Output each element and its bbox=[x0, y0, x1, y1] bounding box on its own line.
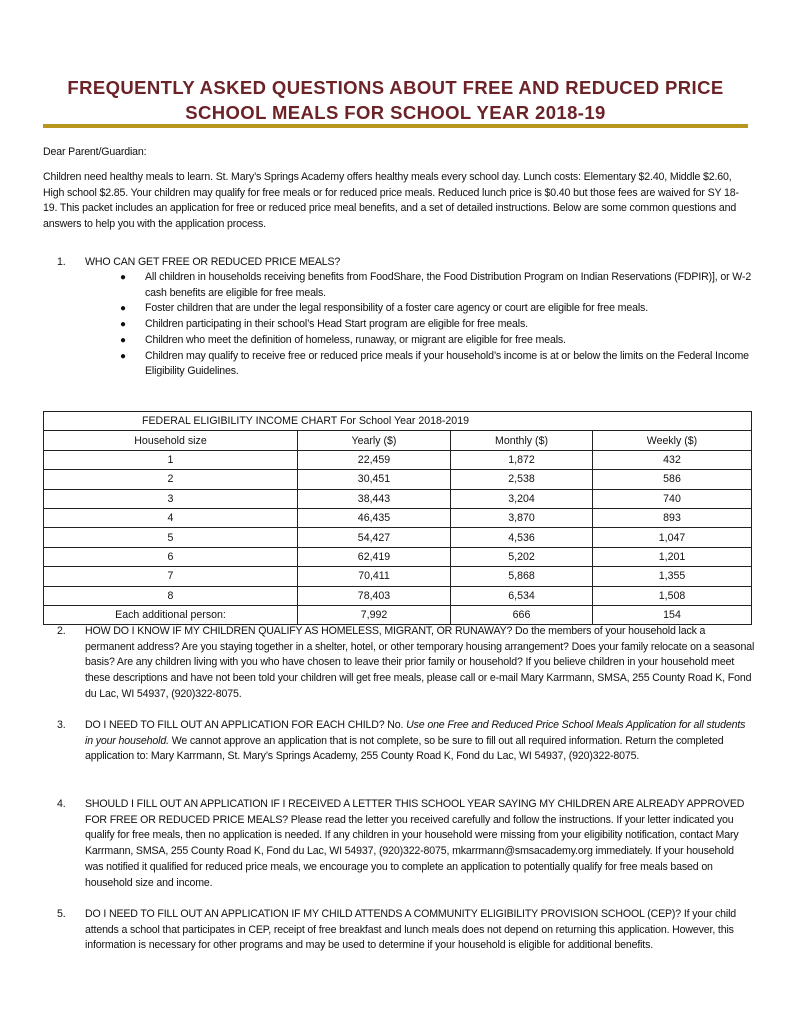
intro-paragraph: Children need healthy meals to learn. St. Mary’s Springs Academy offers healthy meals every school day. Lunch costs: Elementary $2.40, Middle $2.60, High school $2.85. Your children may qualify for free meals or for reduced price meals. Reduced lunch price is $0.40 but those fees are waived for SY 18-19. This packet includes an application for free or reduced price meal benefits, and a set of detailed instructions. Below are some common questions and answers to help you with the application process. bbox=[43, 171, 739, 231]
title-line-2: SCHOOL MEALS FOR SCHOOL YEAR 2018-19 bbox=[185, 102, 606, 123]
table-cell: 54,427 bbox=[298, 528, 451, 547]
list-item: ● Foster children that are under the legal responsibility of a foster care agency or court are eligible for free meals. bbox=[120, 301, 760, 317]
column-header: Yearly ($) bbox=[298, 431, 451, 450]
question-number: 4. bbox=[57, 798, 66, 810]
table-cell: 62,419 bbox=[298, 547, 451, 566]
list-item: ● All children in households receiving benefits from FoodShare, the Food Distribution Program on Indian Reservations (FDPIR)], or W-2 cash benefits are eligible for free meals. bbox=[120, 271, 752, 299]
table-cell: 3 bbox=[44, 489, 298, 508]
column-header: Weekly ($) bbox=[593, 431, 752, 450]
table-row bbox=[44, 489, 752, 508]
eligibility-bullet-list bbox=[120, 270, 760, 380]
question-text: SHOULD I FILL OUT AN APPLICATION IF I RECEIVED A LETTER THIS SCHOOL YEAR SAYING MY CHILDREN ARE ALREADY APPROVED FOR FREE OR REDUCED PRICE MEALS? bbox=[85, 798, 745, 826]
table-cell: 1,047 bbox=[593, 528, 752, 547]
table-cell: 6 bbox=[44, 547, 298, 566]
faq-question-5 bbox=[43, 907, 755, 954]
table-cell: 7 bbox=[44, 567, 298, 586]
list-item: ● Children may qualify to receive free or reduced price meals if your household’s income is at or below the limits on the Federal Income Eligibility Guidelines. bbox=[120, 349, 749, 378]
question-text: DO I NEED TO FILL OUT AN APPLICATION IF MY CHILD ATTENDS A COMMUNITY ELIGIBILITY PROVISION SCHOOL (CEP)? bbox=[85, 908, 682, 920]
table-row bbox=[44, 605, 752, 624]
question-text: HOW DO I KNOW IF MY CHILDREN QUALIFY AS HOMELESS, MIGRANT, OR RUNAWAY? bbox=[85, 625, 513, 637]
faq-question-3 bbox=[43, 718, 755, 765]
table-row bbox=[44, 586, 752, 605]
table-cell: 46,435 bbox=[298, 508, 451, 527]
table-cell: 1,508 bbox=[593, 586, 752, 605]
table-cell: 30,451 bbox=[298, 470, 451, 489]
list-item: ● Children who meet the definition of homeless, runaway, or migrant are eligible for free meals. bbox=[120, 333, 760, 349]
table-cell: 154 bbox=[593, 605, 752, 624]
bullet-icon: ● bbox=[120, 319, 126, 331]
title-divider bbox=[43, 124, 748, 128]
bullet-icon: ● bbox=[120, 334, 126, 346]
bullet-icon: ● bbox=[120, 350, 126, 362]
table-cell: 6,534 bbox=[451, 586, 593, 605]
table-cell: 432 bbox=[593, 450, 752, 469]
table-row bbox=[44, 450, 752, 469]
table-cell: 1,201 bbox=[593, 547, 752, 566]
column-header: Household size bbox=[44, 431, 298, 450]
faq-question-4 bbox=[43, 797, 755, 891]
answer-text: Do the members of your household lack a permanent address? Are you staying together in a shelter, hotel, or other temporary housing arrangement? Does your family relocate on a seasonal basis? Are any children living with you who have chosen to leave their prior family or household? If you believe children in your household meet these descriptions and have not been told your children will get free meals, please call or e-mail Mary Karrmann, SMSA, 255 County Road K, Fond du Lac, WI 54937, (920)322-8075. bbox=[85, 625, 755, 700]
answer-text: We cannot approve an application that is not complete, so be sure to fill out all required information. Return the completed application to: Mary Karrmann, St. Mary’s Springs Academy, 255 County Road K, Fond du Lac, WI 54937, (920)322-8075. bbox=[85, 734, 724, 763]
question-number: 3. bbox=[57, 719, 66, 731]
table-cell: 666 bbox=[451, 605, 593, 624]
table-cell: 3,204 bbox=[451, 489, 593, 508]
table-cell: 5 bbox=[44, 528, 298, 547]
table-row bbox=[44, 528, 752, 547]
list-item: ● Children participating in their school’s Head Start program are eligible for free meals. bbox=[120, 317, 760, 333]
answer-emphasis: Use one Free and Reduced Price School Meals Application for all students in your household. bbox=[85, 719, 746, 747]
table-cell: 38,443 bbox=[298, 489, 451, 508]
table-cell: 2,538 bbox=[451, 470, 593, 489]
table-cell: 586 bbox=[593, 470, 752, 489]
table-cell: 22,459 bbox=[298, 450, 451, 469]
table-cell: 1 bbox=[44, 450, 298, 469]
question-number: 5. bbox=[57, 908, 66, 920]
table-cell: Each additional person: bbox=[44, 605, 298, 624]
table-cell: 5,868 bbox=[451, 567, 593, 586]
title-line-1: FREQUENTLY ASKED QUESTIONS ABOUT FREE AND REDUCED PRICE bbox=[67, 77, 724, 98]
question-text: WHO CAN GET FREE OR REDUCED PRICE MEALS? bbox=[85, 256, 341, 268]
table-cell: 3,870 bbox=[451, 508, 593, 527]
table-row bbox=[44, 547, 752, 566]
table-caption: FEDERAL ELIGIBILITY INCOME CHART For School Year 2018-2019 bbox=[44, 412, 752, 431]
table-cell: 4,536 bbox=[451, 528, 593, 547]
table-cell: 1,872 bbox=[451, 450, 593, 469]
faq-question-1 bbox=[43, 255, 755, 271]
table-cell: 70,411 bbox=[298, 567, 451, 586]
table-cell: 4 bbox=[44, 508, 298, 527]
table-cell: 2 bbox=[44, 470, 298, 489]
table-cell: 5,202 bbox=[451, 547, 593, 566]
income-eligibility-table bbox=[43, 411, 752, 625]
table-cell: 78,403 bbox=[298, 586, 451, 605]
table-header-row bbox=[44, 431, 752, 450]
table-row bbox=[44, 508, 752, 527]
salutation: Dear Parent/Guardian: bbox=[43, 146, 147, 158]
table-cell: 8 bbox=[44, 586, 298, 605]
bullet-icon: ● bbox=[120, 272, 126, 283]
table-row bbox=[44, 567, 752, 586]
page-title bbox=[0, 75, 791, 125]
table-cell: 7,992 bbox=[298, 605, 451, 624]
question-number: 2. bbox=[57, 625, 66, 637]
faq-question-2 bbox=[43, 624, 755, 703]
bullet-icon: ● bbox=[120, 303, 126, 315]
column-header: Monthly ($) bbox=[451, 431, 593, 450]
answer-prefix: No. bbox=[387, 719, 404, 731]
table-cell: 740 bbox=[593, 489, 752, 508]
table-cell: 893 bbox=[593, 508, 752, 527]
table-cell: 1,355 bbox=[593, 567, 752, 586]
question-number: 1. bbox=[57, 256, 66, 268]
question-text: DO I NEED TO FILL OUT AN APPLICATION FOR EACH CHILD? bbox=[85, 719, 385, 731]
answer-text: Please read the letter you received carefully and follow the instructions. If your letter indicated you qualify for free meals, then no application is needed. If any children in your household were missing from your eligibility notification, contact Mary Karrmann, SMSA, 255 County Road K, Fond du Lac, WI 54937, (920)322-8075, mkarrmann@smsacademy.org immediately. If your household was notified it qualified for reduced price meals, we encourage you to complete an application to potentially qualify for free meals based on household size and income. bbox=[85, 813, 739, 889]
answer-text: If your child attends a school that participates in CEP, receipt of free breakfast and lunch meals does not depend on returning this application. However, this information is necessary for other programs and may be used to determine if your household is eligible for additional benefits. bbox=[85, 908, 737, 952]
table-row bbox=[44, 470, 752, 489]
table-caption-row bbox=[44, 412, 752, 431]
